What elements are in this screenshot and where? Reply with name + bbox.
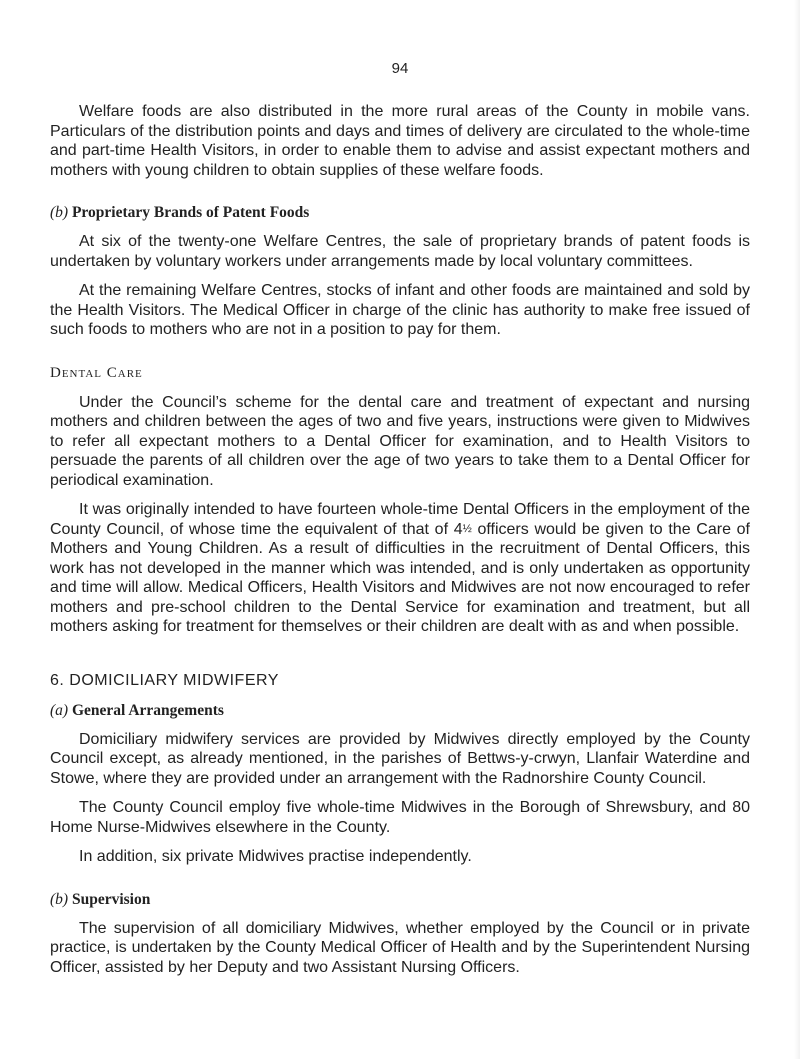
general-arrangements-heading [50, 701, 750, 720]
proprietary-heading-text: Proprietary Brands of Patent Foods [68, 204, 310, 221]
proprietary-brands-heading [50, 203, 750, 222]
general-arrangements-paragraph-3: In addition, six private Midwives practise independently. [79, 848, 472, 865]
general-heading-letter: (a) [50, 701, 69, 719]
dental-para2-start: It was originally intended to have fourteen whole-time Dental Officers in the employment of the County Council, of whose time the equivalent of that of 4 [50, 501, 750, 538]
proprietary-paragraph-2: At the remaining Welfare Centres, stocks of infant and other foods are maintained and sold by the Health Visitors. The Medical Officer in charge of the clinic has authority to make free issued of such foods to mothers who are not in a position to pay for them. [50, 282, 750, 338]
general-heading-text: General Arrangements [68, 701, 224, 719]
supervision-paragraph: The supervision of all domiciliary Midwives, whether employed by the Council or in private practice, is undertaken by the County Medical Officer of Health and by the Superintendent Nursing Officer, assisted by her Deputy and two Assistant Nursing Officers. [50, 919, 750, 976]
dental-care-paragraph-2 [50, 500, 750, 637]
supervision-heading-text: Supervision [68, 890, 151, 908]
scan-edge-shading [794, 0, 800, 1059]
domiciliary-midwifery-heading: 6. DOMICILIARY MIDWIFERY [50, 671, 279, 689]
dental-para2-fraction: ½ [462, 522, 472, 535]
supervision-heading [50, 890, 750, 909]
supervision-heading-letter: (b) [50, 890, 69, 908]
proprietary-heading-letter: (b) [50, 204, 69, 221]
general-arrangements-paragraph-2: The County Council employ five whole-time Midwives in the Borough of Shrewsbury, and 80 Home Nurse-Midwives elsewhere in the County. [50, 799, 750, 836]
welfare-foods-paragraph: Welfare foods are also distributed in the more rural areas of the County in mobile vans. Particulars of the distribution points and days and times of delivery are circulated to the whole-time and part-time Health Visitors, in order to enable them to advise and assist expectant mothers and mothers with young children to obtain supplies of these welfare foods. [50, 103, 750, 179]
dental-para2-end: officers would be given to the Care of Mothers and Young Children. As a result of difficulties in the recruitment of Dental Officers, this work has not developed in the manner which was intended, and is only undertaken as opportunity and time will allow. Medical Officers, Health Visitors and Midwives are not now encouraged to refer mothers and pre-school children to the Dental Service for examination and treatment, but all mothers asking for treatment for themselves or their children are dealt with as and when possible. [50, 520, 750, 635]
general-arrangements-paragraph-1: Domiciliary midwifery services are provided by Midwives directly employed by the County Council except, as already mentioned, in the parishes of Bettws-y-crwyn, Llanfair Waterdine and Stowe, where they are provided under an arrangement with the Radnorshire County Council. [50, 730, 750, 787]
dental-care-paragraph-1: Under the Council’s scheme for the dental care and treatment of expectant and nursing mothers and children between the ages of two and five years, instructions were given to Midwives to refer all expectant mothers to a Dental Officer for examination, and to Health Visitors to persuade the parents of all children over the age of two years to take them to a Dental Officer for periodical examination. [50, 393, 750, 489]
page-number: 94 [391, 60, 409, 77]
dental-care-heading: Dental Care [50, 364, 143, 381]
proprietary-paragraph-1: At six of the twenty-one Welfare Centres, the sale of proprietary brands of patent foods is undertaken by voluntary workers under arrangements made by local voluntary committees. [50, 233, 750, 270]
